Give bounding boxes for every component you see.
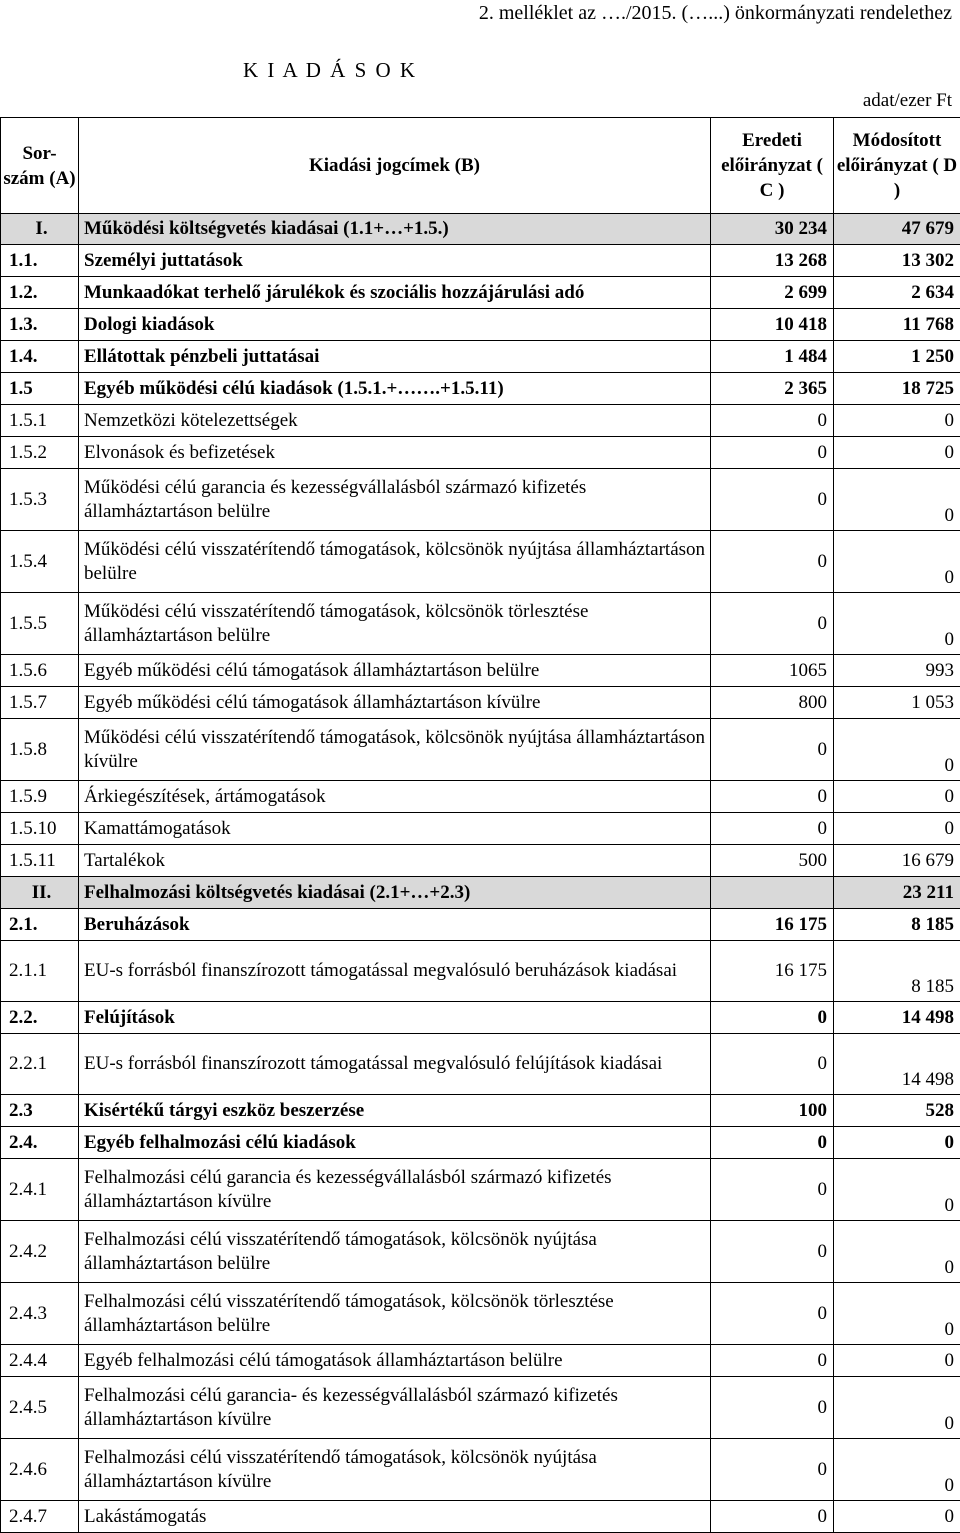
original-value: 0 [711,1002,834,1034]
row-number: 1.5.9 [1,781,79,813]
row-label: Felhalmozási célú visszatérítendő támogatások, kölcsönök törlesztése államháztartáson belülre [79,1283,711,1345]
row-label: Felhalmozási célú visszatérítendő támogatások, kölcsönök nyújtása államháztartáson kívülre [79,1439,711,1501]
row-label: Egyéb működési célú támogatások államháztartáson belülre [79,655,711,687]
original-value: 0 [711,719,834,781]
modified-value: 14 498 [834,1002,960,1034]
original-value: 0 [711,1501,834,1533]
table-row [1,469,960,531]
row-number: I. [1,214,79,245]
header-title: Kiadási jogcímek (B) [79,118,711,214]
row-number: 1.5.6 [1,655,79,687]
row-label: Személyi juttatások [79,245,711,277]
table-row [1,437,960,469]
modified-value: 0 [834,1159,960,1221]
row-label: Elvonások és befizetések [79,437,711,469]
original-value: 13 268 [711,245,834,277]
row-label: Kamattámogatások [79,813,711,845]
row-label: Árkiegészítések, ártámogatások [79,781,711,813]
row-number: 1.5.2 [1,437,79,469]
modified-value: 0 [834,781,960,813]
table-row [1,719,960,781]
modified-value: 528 [834,1095,960,1127]
modified-value: 0 [834,1221,960,1283]
page-title: K I A D Á S O K [243,58,417,83]
original-value: 100 [711,1095,834,1127]
annex-note: 2. melléklet az …./2015. (…...) önkormányzati rendelethez [479,2,952,25]
modified-value: 14 498 [834,1034,960,1095]
row-number: 1.4. [1,341,79,373]
modified-value: 18 725 [834,373,960,405]
table-row [1,531,960,593]
original-value: 0 [711,531,834,593]
row-label: Működési célú visszatérítendő támogatások, kölcsönök nyújtása államháztartáson kívülre [79,719,711,781]
header-row [1,118,960,214]
expenditure-table [0,117,960,1533]
table-row [1,593,960,655]
row-number: 1.5 [1,373,79,405]
modified-value: 13 302 [834,245,960,277]
table-row [1,781,960,813]
table-row [1,341,960,373]
row-label: Beruházások [79,909,711,941]
modified-value: 0 [834,1501,960,1533]
modified-value: 8 185 [834,941,960,1002]
header-serial: Sor-szám (A) [1,118,79,214]
row-number: 1.3. [1,309,79,341]
original-value: 0 [711,1345,834,1377]
table-row [1,245,960,277]
original-value: 0 [711,813,834,845]
row-number: 2.2. [1,1002,79,1034]
row-label: Nemzetközi kötelezettségek [79,405,711,437]
row-label: Lakástámogatás [79,1501,711,1533]
original-value: 1 484 [711,341,834,373]
original-value [711,877,834,909]
row-label: Egyéb működési célú kiadások (1.5.1.+…….+1.5.11) [79,373,711,405]
original-value: 0 [711,469,834,531]
modified-value: 0 [834,437,960,469]
row-number: 1.5.8 [1,719,79,781]
unit-label: adat/ezer Ft [863,90,952,112]
row-label: EU-s forrásból finanszírozott támogatással megvalósuló beruházások kiadásai [79,941,711,1002]
header-modified: Módosított előirányzat ( D ) [834,118,960,214]
original-value: 0 [711,405,834,437]
row-label: Egyéb felhalmozási célú támogatások államháztartáson belülre [79,1345,711,1377]
row-number: 2.4.6 [1,1439,79,1501]
table-row [1,1345,960,1377]
row-number: 1.5.4 [1,531,79,593]
row-number: 2.4.5 [1,1377,79,1439]
row-label: Munkaadókat terhelő járulékok és szociális hozzájárulási adó [79,277,711,309]
table-row [1,405,960,437]
original-value: 0 [711,1439,834,1501]
original-value: 0 [711,1283,834,1345]
modified-value: 0 [834,469,960,531]
table-row [1,373,960,405]
modified-value: 0 [834,1377,960,1439]
row-number: II. [1,877,79,909]
original-value: 800 [711,687,834,719]
row-label: Kisértékű tárgyi eszköz beszerzése [79,1095,711,1127]
row-label: Működési célú garancia és kezességvállalásból származó kifizetés államháztartáson belülre [79,469,711,531]
row-number: 1.5.10 [1,813,79,845]
table-row [1,687,960,719]
table-row [1,1283,960,1345]
table-row [1,309,960,341]
table-row [1,813,960,845]
modified-value: 16 679 [834,845,960,877]
original-value: 16 175 [711,909,834,941]
modified-value: 0 [834,405,960,437]
row-label: Ellátottak pénzbeli juttatásai [79,341,711,373]
table-row [1,909,960,941]
row-number: 1.5.5 [1,593,79,655]
row-number: 2.1. [1,909,79,941]
row-number: 2.4.3 [1,1283,79,1345]
modified-value: 993 [834,655,960,687]
original-value: 0 [711,593,834,655]
row-number: 2.4. [1,1127,79,1159]
original-value: 30 234 [711,214,834,245]
row-number: 1.2. [1,277,79,309]
original-value: 2 365 [711,373,834,405]
table-row [1,1377,960,1439]
table-row [1,655,960,687]
table-row [1,1221,960,1283]
row-label: Dologi kiadások [79,309,711,341]
row-number: 1.5.1 [1,405,79,437]
table-row [1,214,960,245]
row-label: Működési célú visszatérítendő támogatások, kölcsönök törlesztése államháztartáson belülre [79,593,711,655]
header-original: Eredeti előirányzat ( C ) [711,118,834,214]
table-row [1,877,960,909]
original-value: 0 [711,1377,834,1439]
modified-value: 0 [834,813,960,845]
table-row [1,1439,960,1501]
modified-value: 23 211 [834,877,960,909]
original-value: 0 [711,437,834,469]
table-row [1,277,960,309]
row-number: 1.1. [1,245,79,277]
original-value: 500 [711,845,834,877]
row-number: 2.2.1 [1,1034,79,1095]
modified-value: 0 [834,531,960,593]
row-label: Felhalmozási célú garancia- és kezességvállalásból származó kifizetés államháztartáson kívülre [79,1377,711,1439]
row-label: EU-s forrásból finanszírozott támogatással megvalósuló felújítások kiadásai [79,1034,711,1095]
table-row [1,1095,960,1127]
original-value: 1065 [711,655,834,687]
row-label: Tartalékok [79,845,711,877]
table-row [1,1034,960,1095]
original-value: 0 [711,1034,834,1095]
row-label: Felhalmozási célú visszatérítendő támogatások, kölcsönök nyújtása államháztartáson belülre [79,1221,711,1283]
row-label: Felújítások [79,1002,711,1034]
modified-value: 11 768 [834,309,960,341]
modified-value: 0 [834,1283,960,1345]
modified-value: 47 679 [834,214,960,245]
modified-value: 0 [834,1345,960,1377]
original-value: 16 175 [711,941,834,1002]
row-number: 1.5.7 [1,687,79,719]
table-row [1,845,960,877]
row-number: 2.3 [1,1095,79,1127]
row-number: 1.5.3 [1,469,79,531]
row-number: 2.4.2 [1,1221,79,1283]
original-value: 0 [711,1159,834,1221]
modified-value: 0 [834,593,960,655]
row-number: 2.4.7 [1,1501,79,1533]
modified-value: 0 [834,1127,960,1159]
modified-value: 1 053 [834,687,960,719]
original-value: 0 [711,1127,834,1159]
row-number: 2.1.1 [1,941,79,1002]
original-value: 2 699 [711,277,834,309]
modified-value: 2 634 [834,277,960,309]
row-label: Egyéb működési célú támogatások államháztartáson kívülre [79,687,711,719]
row-number: 1.5.11 [1,845,79,877]
modified-value: 0 [834,1439,960,1501]
table-row [1,1501,960,1533]
row-label: Működési költségvetés kiadásai (1.1+…+1.5.) [79,214,711,245]
row-label: Egyéb felhalmozási célú kiadások [79,1127,711,1159]
modified-value: 0 [834,719,960,781]
table-row [1,1159,960,1221]
table-row [1,1002,960,1034]
original-value: 10 418 [711,309,834,341]
row-label: Működési célú visszatérítendő támogatások, kölcsönök nyújtása államháztartáson belülre [79,531,711,593]
row-label: Felhalmozási célú garancia és kezességvállalásból származó kifizetés államháztartáson kívülre [79,1159,711,1221]
table-row [1,1127,960,1159]
original-value: 0 [711,1221,834,1283]
row-number: 2.4.4 [1,1345,79,1377]
original-value: 0 [711,781,834,813]
modified-value: 8 185 [834,909,960,941]
modified-value: 1 250 [834,341,960,373]
row-label: Felhalmozási költségvetés kiadásai (2.1+…+2.3) [79,877,711,909]
table-row [1,941,960,1002]
row-number: 2.4.1 [1,1159,79,1221]
